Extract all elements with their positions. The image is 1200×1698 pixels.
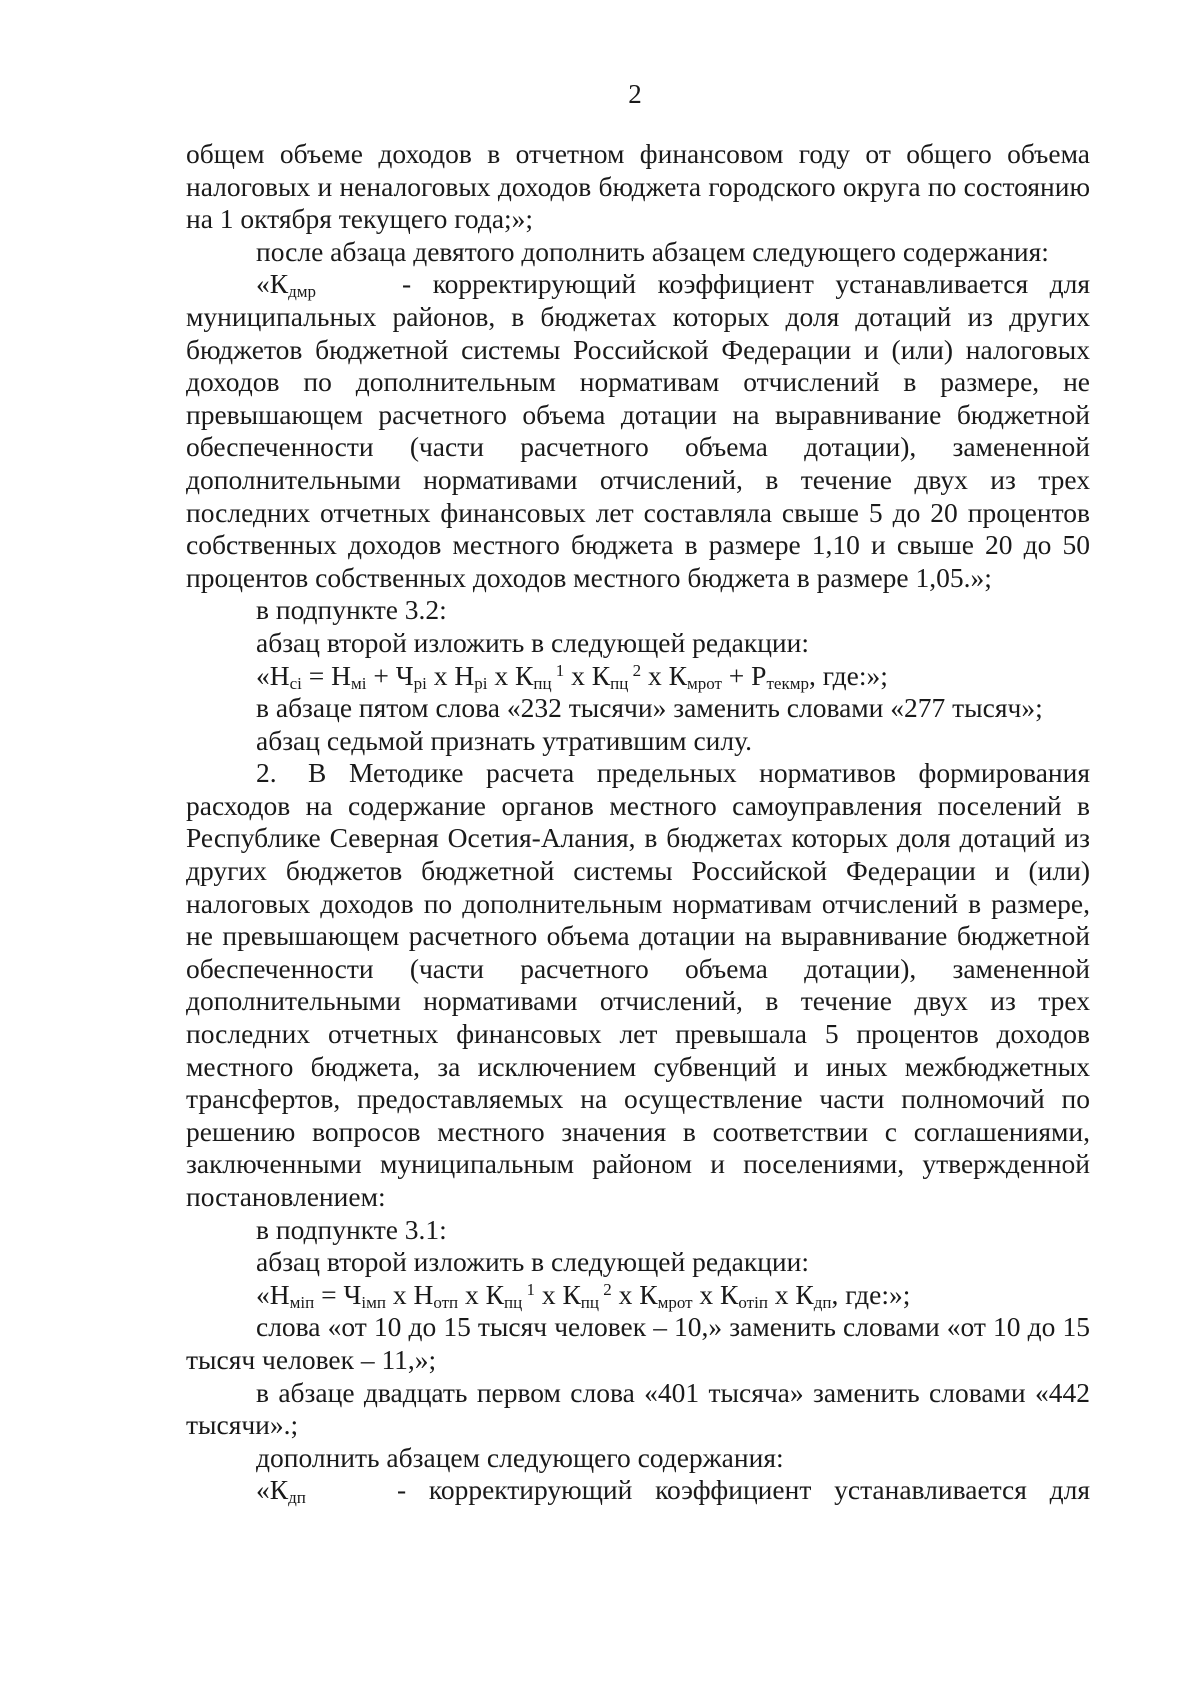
paragraph-subpoint-3-1: в подпункте 3.1: (256, 1213, 447, 1245)
paragraph-add-abzac: дополнить абзацем следующего содержания: (256, 1441, 784, 1473)
kdmr-definition-text: - корректирующий коэффициент устанавливается для муниципальных районов, в бюджетах которых доля дотаций из других бюджетов бюджетной системы Российской Федерации и (или) налоговых доходов по дополнительным нормативам отчислений в размере, не превышающем расчетного объема дотации на выравнивание бюджетной обеспеченности (части расчетного объема дотации), замененной дополнительными нормативами отчислений, в течение двух из трех последних отчетных финансовых лет составляла свыше 5 до 20 процентов собственных доходов местного бюджета в размере 1,10 и свыше 20 до 50 процентов собственных доходов местного бюджета в размере 1,05.»; (186, 268, 1091, 593)
kdp-definition-text: - корректирующий коэффициент устанавливается для (396, 1474, 1090, 1506)
document-body (186, 138, 1090, 1507)
paragraph-continuation: общем объеме доходов в отчетном финансовом году от общего объема налоговых и неналоговых доходов бюджета городского округа по состоянию на 1 октября текущего года;»; (186, 138, 1090, 235)
item-number: 2. (256, 757, 277, 789)
paragraph-add-after-ninth: после абзаца девятого дополнить абзацем следующего содержания: (256, 235, 1049, 267)
paragraph-second-abzac-2: абзац второй изложить в следующей редакции: (256, 1246, 810, 1278)
paragraph-seventh-abzac-void: абзац седьмой признать утратившим силу. (256, 724, 752, 756)
paragraph-words-replace-10-15: слова «от 10 до 15 тысяч человек – 10,» заменить словами «от 10 до 15 тысяч человек – 11,»; (186, 1311, 1090, 1375)
paragraph-item-2 (186, 757, 1090, 1213)
paragraph-kdmr-definition (186, 268, 1090, 594)
formula-nci: «$Н_{сi} = Н_{мi} + Ч_{рi}$ х $Н_{рi}$ х $К_{пц}$ $^1$ х $К_{пц}$ $^2$ х $К_{мрот} + Р_{текмр}$, где:»; (256, 659, 888, 693)
kdmr-symbol: «$К_{дмр}$ (256, 268, 317, 302)
item-2-text: В Методике расчета предельных нормативов формирования расходов на содержание органов местного самоуправления поселений в Республике Северная Осетия-Алания, в бюджетах которых доля дотаций из других бюджетов бюджетной системы Российской Федерации и (или) налоговых доходов по дополнительным нормативам отчислений в размере, не превышающем расчетного объема дотации на выравнивание бюджетной обеспеченности (части расчетного объема дотации), замененной дополнительными нормативами отчислений, в течение двух из трех последних отчетных финансовых лет превышала 5 процентов доходов местного бюджета, за исключением субвенций и иных межбюджетных трансфертов, предоставляемых на осуществление части полномочий по решению вопросов местного значения в соответствии с соглашениями, заключенными муниципальным районом и поселениями, утвержденной постановлением: (186, 757, 1090, 1212)
kdp-symbol: «$К_{дп}$ (256, 1474, 306, 1508)
paragraph-subpoint-3-2: в подпункте 3.2: (256, 594, 447, 626)
page-number: 2 (628, 79, 642, 109)
paragraph-second-abzac: абзац второй изложить в следующей редакции: (256, 626, 810, 658)
paragraph-fifth-abzac-replace: в абзаце пятом слова «232 тысячи» заменить словами «277 тысяч»; (256, 692, 1043, 724)
paragraph-twenty-first-abzac: в абзаце двадцать первом слова «401 тысяча» заменить словами «442 тысячи».; (186, 1376, 1090, 1441)
paragraph-kdp-definition (186, 1474, 1090, 1507)
formula-nmip: «$Н_{мiп} = Ч_{iмп}$ х $Н_{отп}$ х $К_{пц}$ $^1$ х $К_{пц}$ $^2$ х $К_{мрот}$ х $К_{отiп}$ х $К_{дп}$, где:»; (256, 1278, 911, 1312)
